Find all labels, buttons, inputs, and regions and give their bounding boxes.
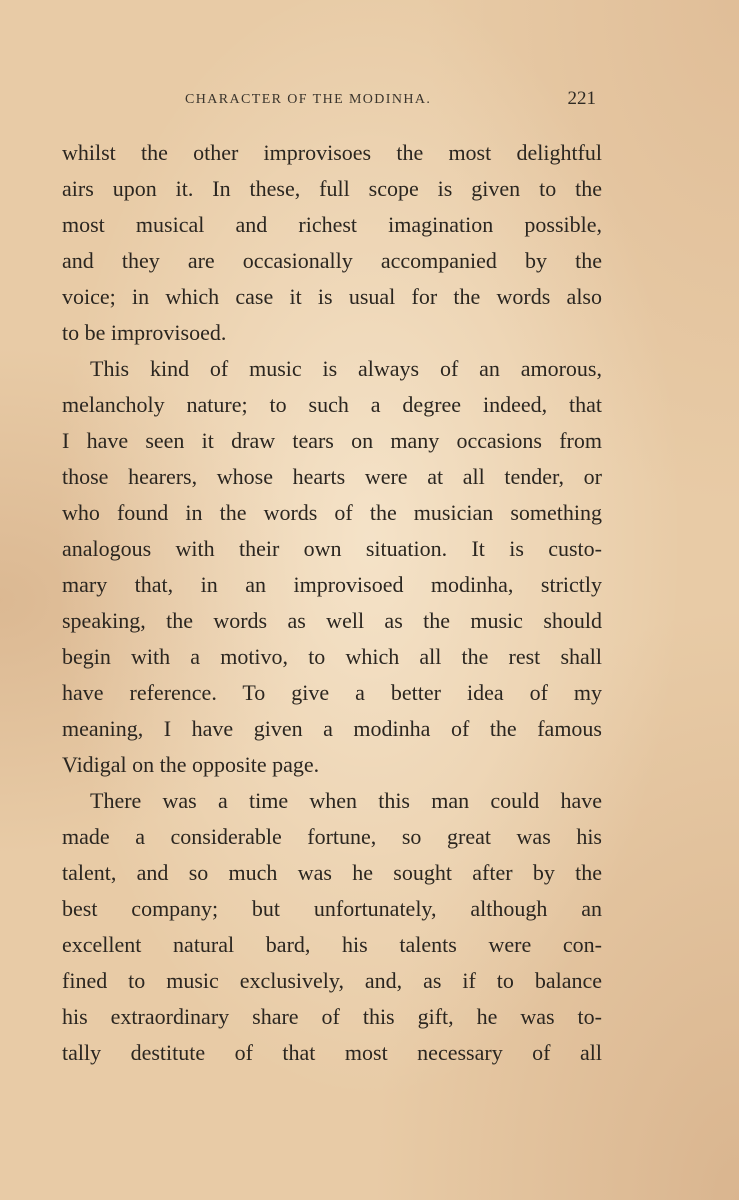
text-line: most musical and richest imagination possible, bbox=[62, 212, 602, 237]
page-header bbox=[62, 88, 602, 112]
text-line: mary that, in an improvisoed modinha, strictly bbox=[62, 572, 602, 597]
text-line: There was a time when this man could have bbox=[90, 788, 602, 813]
running-head: CHARACTER OF THE MODINHA. bbox=[185, 92, 432, 107]
text-line: to be improvisoed. bbox=[62, 320, 227, 345]
text-line: who found in the words of the musician something bbox=[62, 500, 602, 525]
text-line: talent, and so much was he sought after by the bbox=[62, 860, 602, 885]
text-line: fined to music exclusively, and, as if to balance bbox=[62, 968, 602, 993]
text-line: tally destitute of that most necessary of all bbox=[62, 1040, 602, 1065]
body-text bbox=[62, 135, 602, 1071]
text-line: made a considerable fortune, so great was his bbox=[62, 824, 602, 849]
text-line: This kind of music is always of an amorous, bbox=[90, 356, 602, 381]
paragraph-1 bbox=[62, 135, 602, 351]
text-line: speaking, the words as well as the music should bbox=[62, 608, 602, 633]
page-number: 221 bbox=[567, 88, 596, 109]
text-line: airs upon it. In these, full scope is given to the bbox=[62, 176, 602, 201]
text-line: his extraordinary share of this gift, he was to- bbox=[62, 1004, 602, 1029]
text-line: excellent natural bard, his talents were con- bbox=[62, 932, 602, 957]
text-line: those hearers, whose hearts were at all tender, or bbox=[62, 464, 602, 489]
text-line: Vidigal on the opposite page. bbox=[62, 752, 320, 777]
text-line: begin with a motivo, to which all the rest shall bbox=[62, 644, 602, 669]
text-line: I have seen it draw tears on many occasions from bbox=[62, 428, 602, 453]
text-line: analogous with their own situation. It is custo- bbox=[62, 536, 602, 561]
text-line: voice; in which case it is usual for the words also bbox=[62, 284, 602, 309]
paragraph-3 bbox=[62, 783, 602, 1071]
text-line: whilst the other improvisoes the most delightful bbox=[62, 140, 602, 165]
text-line: best company; but unfortunately, although an bbox=[62, 896, 602, 921]
text-line: have reference. To give a better idea of my bbox=[62, 680, 602, 705]
text-line: meaning, I have given a modinha of the famous bbox=[62, 716, 602, 741]
text-line: and they are occasionally accompanied by the bbox=[62, 248, 602, 273]
text-line: melancholy nature; to such a degree indeed, that bbox=[62, 392, 602, 417]
paragraph-2 bbox=[62, 351, 602, 783]
